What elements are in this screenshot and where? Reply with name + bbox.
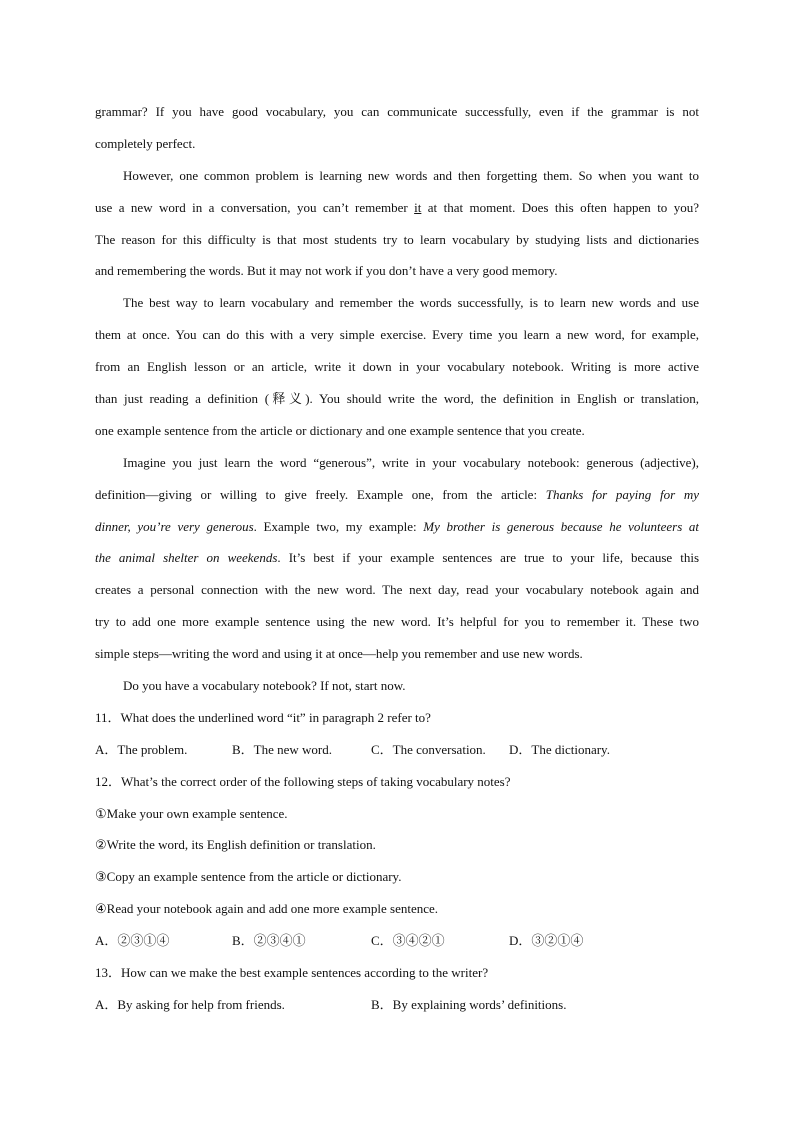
passage-line: Do you have a vocabulary notebook? If not, start now. — [123, 678, 406, 694]
option-d: D．The dictionary. — [509, 741, 610, 757]
option-b: B．The new word. — [232, 741, 333, 757]
passage-line: them at once. You can do this with a very simple exercise. Every time you learn a new word, for example, — [95, 327, 699, 343]
passage-line — [95, 192, 699, 224]
text-run: at that moment. Does this often happen to you? — [421, 199, 699, 215]
option-a: A．②③①④ — [95, 933, 170, 949]
passage-line: from an English lesson or an article, write it down in your vocabulary notebook. Writing is more active — [95, 359, 699, 375]
passage-line: than just reading a definition (释义). You should write the word, the definition in English or translation, — [95, 391, 699, 407]
passage-line: one example sentence from the article or dictionary and one example sentence that you create. — [95, 422, 585, 438]
option-a: A．By asking for help from friends. — [95, 996, 285, 1012]
question-stem: 11．What does the underlined word “it” in paragraph 2 refer to? — [95, 709, 431, 725]
option-a: A．The problem. — [95, 741, 188, 757]
answer-options — [95, 734, 699, 766]
italic-example: Thanks for paying for my — [545, 486, 699, 502]
italic-example: the animal shelter on weekends — [95, 550, 278, 566]
text-run: use a new word in a conversation, you can’t remember — [95, 199, 415, 215]
passage-line — [95, 542, 699, 574]
italic-example: My brother is generous because he volunteers at — [423, 518, 699, 534]
question-stem: 12．What’s the correct order of the following steps of taking vocabulary notes? — [95, 773, 511, 789]
passage-line: grammar? If you have good vocabulary, you can communicate successfully, even if the grammar is not — [95, 104, 699, 119]
passage-line: However, one common problem is learning new words and then forgetting them. So when you want to — [123, 167, 699, 183]
passage-line: simple steps—writing the word and using it at once—help you remember and use new words. — [95, 646, 583, 662]
text-run: . It’s best if your example sentences are true to your life, because this — [277, 550, 699, 566]
option-b: B．②③④① — [232, 933, 306, 949]
passage-line: try to add one more example sentence using the new word. It’s helpful for you to remember it. These two — [95, 614, 699, 630]
step-item: ④Read your notebook again and add one more example sentence. — [95, 901, 439, 917]
step-item: ②Write the word, its English definition or translation. — [95, 837, 376, 853]
passage-line: creates a personal connection with the new word. The next day, read your vocabulary notebook again and — [95, 582, 699, 598]
text-run: . Example two, my example: — [253, 518, 424, 534]
option-c: C．③④②① — [371, 933, 445, 949]
option-c: C．The conversation. — [371, 741, 486, 757]
text-run: definition—giving or willing to give freely. Example one, from the article: — [95, 486, 546, 502]
passage-line — [95, 511, 699, 543]
answer-options — [95, 925, 699, 957]
underlined-word: it — [414, 199, 422, 215]
passage-line: completely perfect. — [95, 135, 196, 151]
option-b: B．By explaining words’ definitions. — [371, 996, 567, 1012]
document-page — [95, 96, 699, 1021]
passage-line: The best way to learn vocabulary and remember the words successfully, is to learn new words and use — [123, 295, 699, 311]
italic-example: dinner, you’re very generous — [95, 518, 254, 534]
question-stem: 13．How can we make the best example sentences according to the writer? — [95, 965, 489, 981]
passage-line: and remembering the words. But it may not work if you don’t have a very good memory. — [95, 263, 558, 279]
step-item: ①Make your own example sentence. — [95, 805, 288, 821]
answer-options — [95, 989, 699, 1021]
passage-line — [95, 479, 699, 511]
option-d: D．③②①④ — [509, 933, 584, 949]
passage-line: The reason for this difficulty is that most students try to learn vocabulary by studying lists and dictionaries — [95, 231, 699, 247]
step-item: ③Copy an example sentence from the article or dictionary. — [95, 869, 402, 885]
passage-line: Imagine you just learn the word “generous”, write in your vocabulary notebook: generous (adjective), — [123, 454, 699, 470]
